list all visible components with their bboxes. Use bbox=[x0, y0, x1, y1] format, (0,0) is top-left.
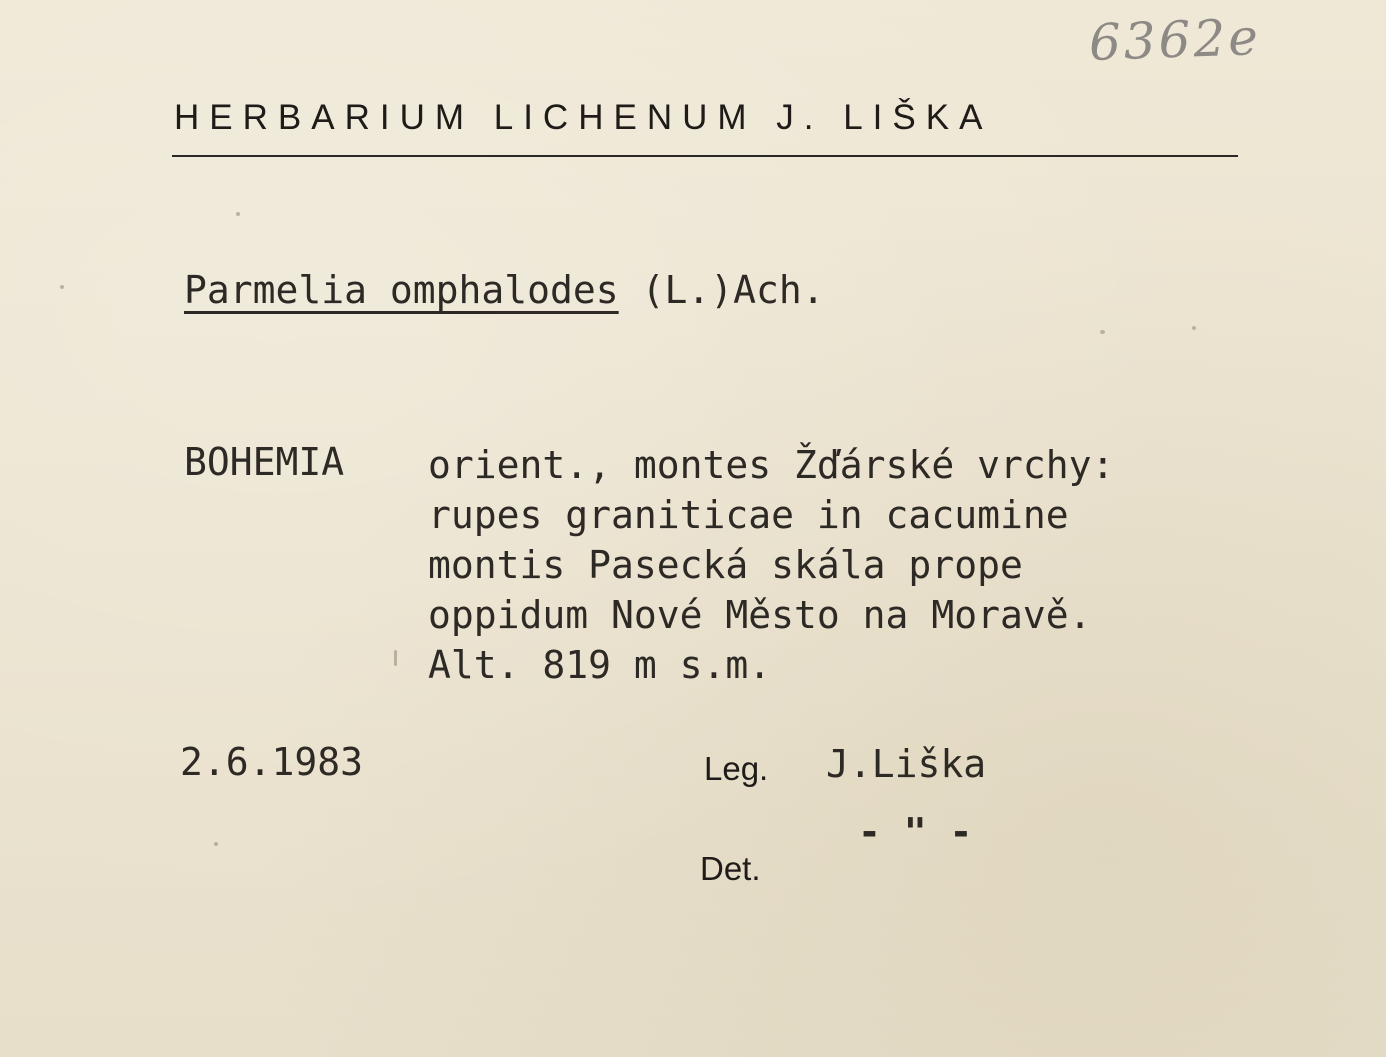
species-name: Parmelia omphalodes bbox=[184, 268, 619, 312]
locality-country: BOHEMIA bbox=[184, 440, 345, 484]
catalog-number: 6362e bbox=[1088, 8, 1262, 72]
legit-value: J.Liška bbox=[826, 742, 987, 786]
locality-line: rupes graniticae in cacumine bbox=[428, 493, 1069, 537]
species-authority: (L.)Ach. bbox=[641, 268, 825, 312]
locality-line: Alt. 819 m s.m. bbox=[428, 643, 772, 687]
determinavit-value: - " - bbox=[858, 810, 973, 854]
locality-description bbox=[428, 440, 1114, 690]
header-divider bbox=[172, 155, 1238, 157]
species-line bbox=[184, 268, 825, 312]
determinavit-label: Det. bbox=[700, 850, 761, 887]
paper-speck bbox=[1100, 330, 1105, 334]
paper-speck bbox=[1192, 326, 1196, 330]
collection-date: 2.6.1983 bbox=[180, 740, 364, 784]
locality-line: montis Pasecká skála prope bbox=[428, 543, 1023, 587]
locality-line: oppidum Nové Město na Moravě. bbox=[428, 593, 1092, 637]
locality-line: orient., montes Žďárské vrchy: bbox=[428, 443, 1115, 487]
legit-label: Leg. bbox=[704, 750, 769, 787]
paper-speck bbox=[394, 650, 397, 666]
paper-speck bbox=[214, 842, 218, 846]
paper-speck bbox=[60, 285, 64, 289]
paper-speck bbox=[236, 212, 240, 216]
herbarium-header: HERBARIUM LICHENUM J. LIŠKA bbox=[174, 98, 993, 137]
